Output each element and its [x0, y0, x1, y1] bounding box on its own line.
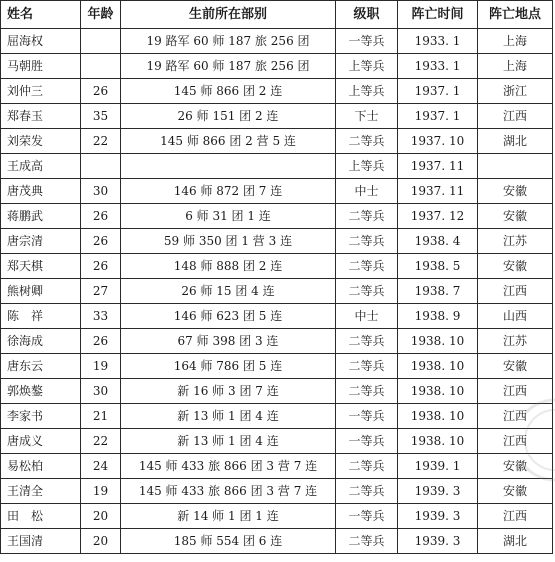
cell-unit: 145 师 866 团 2 营 5 连: [121, 129, 336, 154]
cell-age: 30: [81, 379, 121, 404]
cell-age: 30: [81, 179, 121, 204]
cell-death-place: 江西: [478, 504, 553, 529]
cell-unit: [121, 154, 336, 179]
cell-death-place: 浙江: [478, 79, 553, 104]
cell-name: 田 松: [1, 504, 81, 529]
cell-rank: 一等兵: [336, 404, 398, 429]
cell-death-place: 江西: [478, 379, 553, 404]
cell-death-date: 1938. 10: [398, 379, 478, 404]
cell-age: 27: [81, 279, 121, 304]
table-row: [1, 279, 553, 304]
cell-age: 26: [81, 254, 121, 279]
cell-age: 24: [81, 454, 121, 479]
table-row: [1, 354, 553, 379]
cell-unit: 新 14 师 1 团 1 连: [121, 504, 336, 529]
cell-death-date: 1938. 10: [398, 329, 478, 354]
cell-death-place: 江苏: [478, 229, 553, 254]
cell-age: 33: [81, 304, 121, 329]
cell-rank: 二等兵: [336, 229, 398, 254]
cell-death-place: 安徽: [478, 179, 553, 204]
cell-death-date: 1939. 1: [398, 454, 478, 479]
table-row: [1, 154, 553, 179]
table-row: [1, 29, 553, 54]
table-row: [1, 529, 553, 554]
table-row: [1, 454, 553, 479]
cell-rank: 二等兵: [336, 279, 398, 304]
table-row: [1, 79, 553, 104]
cell-unit: 164 师 786 团 5 连: [121, 354, 336, 379]
cell-death-date: 1937. 11: [398, 154, 478, 179]
cell-death-place: 安徽: [478, 479, 553, 504]
cell-unit: 19 路军 60 师 187 旅 256 团: [121, 29, 336, 54]
cell-name: 郑春玉: [1, 104, 81, 129]
cell-death-place: 江西: [478, 429, 553, 454]
cell-age: 22: [81, 429, 121, 454]
cell-rank: 二等兵: [336, 379, 398, 404]
table-body: [1, 29, 553, 554]
cell-death-place: 江西: [478, 404, 553, 429]
header-death-place: 阵亡地点: [478, 1, 553, 29]
cell-age: 19: [81, 479, 121, 504]
cell-name: 陈 祥: [1, 304, 81, 329]
cell-unit: 146 师 872 团 7 连: [121, 179, 336, 204]
cell-unit: 59 师 350 团 1 营 3 连: [121, 229, 336, 254]
cell-age: 19: [81, 354, 121, 379]
cell-unit: 新 16 师 3 团 7 连: [121, 379, 336, 404]
cell-age: 35: [81, 104, 121, 129]
cell-death-date: 1937. 1: [398, 104, 478, 129]
cell-death-place: 湖北: [478, 529, 553, 554]
table-row: [1, 104, 553, 129]
cell-death-place: 江西: [478, 279, 553, 304]
cell-death-date: 1938. 10: [398, 404, 478, 429]
cell-death-place: [478, 154, 553, 179]
cell-name: 郭焕鏊: [1, 379, 81, 404]
cell-rank: 上等兵: [336, 154, 398, 179]
cell-rank: 二等兵: [336, 479, 398, 504]
cell-death-place: 安徽: [478, 354, 553, 379]
table-header: [1, 1, 553, 29]
cell-rank: 一等兵: [336, 29, 398, 54]
cell-name: 蒋鹏武: [1, 204, 81, 229]
cell-name: 刘仲三: [1, 79, 81, 104]
cell-death-date: 1937. 12: [398, 204, 478, 229]
cell-death-place: 山西: [478, 304, 553, 329]
cell-death-date: 1939. 3: [398, 504, 478, 529]
cell-age: 26: [81, 329, 121, 354]
cell-unit: 67 师 398 团 3 连: [121, 329, 336, 354]
cell-death-date: 1937. 10: [398, 129, 478, 154]
table-row: [1, 329, 553, 354]
table-row: [1, 379, 553, 404]
cell-death-date: 1937. 1: [398, 79, 478, 104]
cell-rank: 上等兵: [336, 54, 398, 79]
header-age: 年龄: [81, 1, 121, 29]
table-row: [1, 429, 553, 454]
cell-unit: 145 师 433 旅 866 团 3 营 7 连: [121, 454, 336, 479]
cell-age: 26: [81, 79, 121, 104]
cell-age: 21: [81, 404, 121, 429]
cell-death-place: 江西: [478, 104, 553, 129]
table-row: [1, 204, 553, 229]
cell-rank: 中士: [336, 304, 398, 329]
cell-name: 王清全: [1, 479, 81, 504]
cell-death-date: 1933. 1: [398, 54, 478, 79]
cell-name: 唐茂典: [1, 179, 81, 204]
cell-death-place: 湖北: [478, 129, 553, 154]
cell-rank: 二等兵: [336, 329, 398, 354]
header-unit: 生前所在部别: [121, 1, 336, 29]
cell-rank: 二等兵: [336, 354, 398, 379]
cell-death-date: 1938. 9: [398, 304, 478, 329]
cell-death-date: 1938. 10: [398, 354, 478, 379]
cell-rank: 二等兵: [336, 529, 398, 554]
table-row: [1, 254, 553, 279]
table-row: [1, 304, 553, 329]
cell-name: 李家书: [1, 404, 81, 429]
seal-watermark: [525, 395, 555, 485]
header-death-date: 阵亡时间: [398, 1, 478, 29]
cell-name: 唐成义: [1, 429, 81, 454]
cell-rank: 上等兵: [336, 79, 398, 104]
table-row: [1, 404, 553, 429]
cell-death-date: 1937. 11: [398, 179, 478, 204]
cell-name: 马朝胜: [1, 54, 81, 79]
cell-age: 20: [81, 529, 121, 554]
cell-unit: 19 路军 60 师 187 旅 256 团: [121, 54, 336, 79]
header-name: 姓名: [1, 1, 81, 29]
cell-name: 易松柏: [1, 454, 81, 479]
cell-unit: 145 师 866 团 2 连: [121, 79, 336, 104]
table-row: [1, 229, 553, 254]
cell-unit: 146 师 623 团 5 连: [121, 304, 336, 329]
cell-death-date: 1938. 7: [398, 279, 478, 304]
cell-death-date: 1939. 3: [398, 479, 478, 504]
table-row: [1, 179, 553, 204]
cell-age: [81, 54, 121, 79]
cell-age: [81, 154, 121, 179]
cell-unit: 145 师 433 旅 866 团 3 营 7 连: [121, 479, 336, 504]
cell-age: 22: [81, 129, 121, 154]
cell-rank: 中士: [336, 179, 398, 204]
cell-rank: 二等兵: [336, 204, 398, 229]
cell-rank: 二等兵: [336, 254, 398, 279]
table-row: [1, 54, 553, 79]
cell-unit: 6 师 31 团 1 连: [121, 204, 336, 229]
cell-name: 熊树卿: [1, 279, 81, 304]
cell-name: 唐宗清: [1, 229, 81, 254]
cell-name: 王国清: [1, 529, 81, 554]
cell-death-date: 1938. 10: [398, 429, 478, 454]
cell-death-place: 安徽: [478, 254, 553, 279]
header-row: [1, 1, 553, 29]
cell-death-date: 1938. 4: [398, 229, 478, 254]
cell-unit: 148 师 888 团 2 连: [121, 254, 336, 279]
cell-age: 26: [81, 229, 121, 254]
table-row: [1, 129, 553, 154]
table-row: [1, 479, 553, 504]
cell-name: 唐东云: [1, 354, 81, 379]
cell-rank: 一等兵: [336, 429, 398, 454]
cell-rank: 二等兵: [336, 129, 398, 154]
cell-unit: 26 师 15 团 4 连: [121, 279, 336, 304]
cell-unit: 新 13 师 1 团 4 连: [121, 404, 336, 429]
cell-unit: 185 师 554 团 6 连: [121, 529, 336, 554]
cell-name: 屈海权: [1, 29, 81, 54]
cell-rank: 二等兵: [336, 454, 398, 479]
cell-rank: 下士: [336, 104, 398, 129]
header-rank: 级职: [336, 1, 398, 29]
cell-rank: 一等兵: [336, 504, 398, 529]
cell-death-place: 安徽: [478, 204, 553, 229]
cell-age: 20: [81, 504, 121, 529]
table-row: [1, 504, 553, 529]
cell-death-date: 1939. 3: [398, 529, 478, 554]
cell-age: [81, 29, 121, 54]
cell-name: 刘荣发: [1, 129, 81, 154]
cell-death-place: 安徽: [478, 454, 553, 479]
cell-death-place: 上海: [478, 54, 553, 79]
cell-death-place: 上海: [478, 29, 553, 54]
cell-death-date: 1933. 1: [398, 29, 478, 54]
cell-unit: 26 师 151 团 2 连: [121, 104, 336, 129]
cell-name: 徐海成: [1, 329, 81, 354]
cell-name: 郑天棋: [1, 254, 81, 279]
cell-unit: 新 13 师 1 团 4 连: [121, 429, 336, 454]
cell-death-date: 1938. 5: [398, 254, 478, 279]
cell-name: 王成高: [1, 154, 81, 179]
cell-age: 26: [81, 204, 121, 229]
cell-death-place: 江苏: [478, 329, 553, 354]
